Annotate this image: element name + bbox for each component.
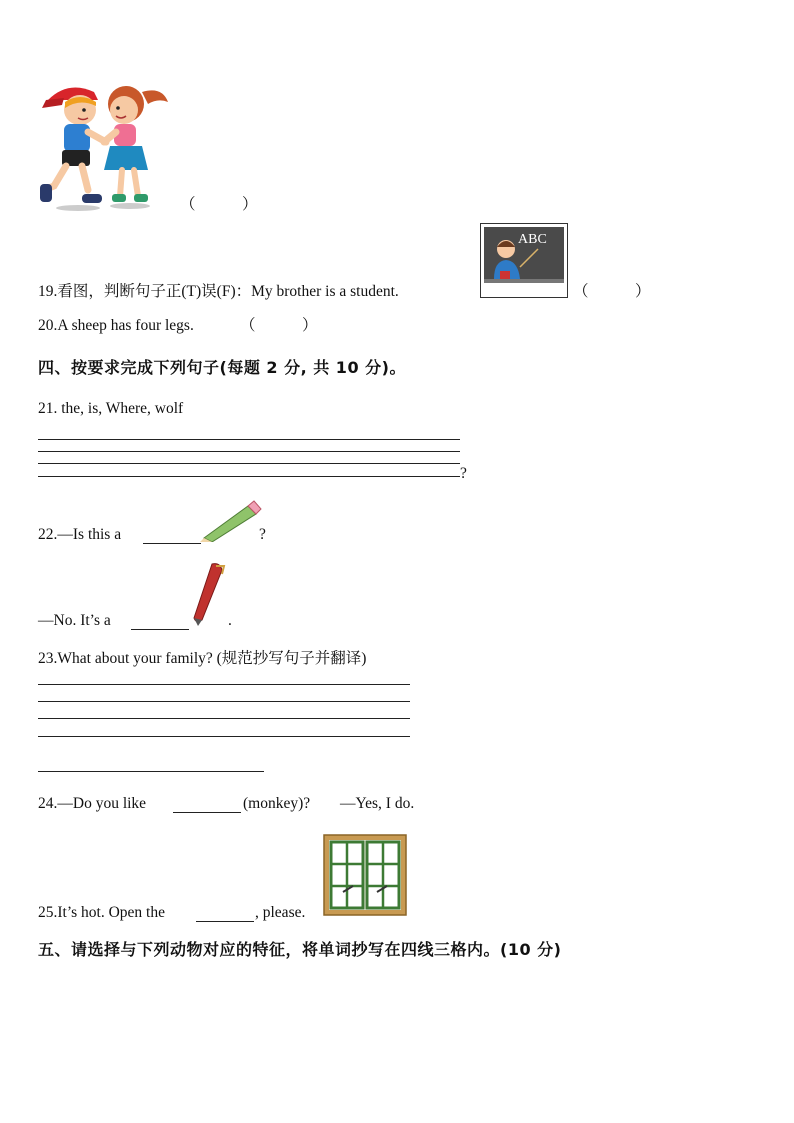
q25-text: 25.It’s hot. Open the: [38, 904, 165, 921]
q22-blank-2[interactable]: [131, 615, 189, 630]
q22-blank-1[interactable]: [143, 529, 201, 544]
window-icon: [323, 834, 407, 916]
q22-line2-end: .: [228, 612, 232, 629]
q20-text: 20.A sheep has four legs.: [38, 317, 194, 334]
teacher-blackboard-picture: [480, 223, 568, 298]
kids-shaking-hands-picture: [38, 78, 174, 212]
q25-text-end: , please.: [255, 904, 306, 921]
q21-text: 21. the, is, Where, wolf: [38, 400, 184, 417]
q19-answer-paren[interactable]: （ ）: [573, 283, 651, 300]
q18-answer-paren[interactable]: （ ）: [180, 196, 258, 213]
q24-text: 24.—Do you like: [38, 795, 147, 812]
q22-line2-text: —No. It’s a: [38, 612, 111, 629]
q24-answer: —Yes, I do.: [340, 795, 415, 812]
q24-hint: (monkey)?: [243, 795, 311, 812]
q25-blank[interactable]: [196, 907, 254, 922]
section4-heading: 四、按要求完成下列句子(每题 2 分, 共 10 分)。: [38, 358, 406, 377]
q23-text: 23.What about your family? (规范抄写句子并翻译): [38, 650, 367, 667]
pen-icon: [186, 560, 230, 628]
blackboard-text: ABC: [518, 232, 547, 247]
q20-answer-paren[interactable]: （ ）: [240, 317, 318, 334]
q24-blank[interactable]: [173, 798, 241, 813]
q22-line1-text: 22.—Is this a: [38, 526, 122, 543]
section5-heading: 五、请选择与下列动物对应的特征，将单词抄写在四线三格内。(10 分): [38, 940, 562, 959]
q21-question-mark: ?: [460, 465, 467, 482]
pencil-icon: [198, 498, 262, 542]
q22-line1-end: ?: [259, 526, 266, 543]
q19-text: 19.看图，判断句子正(T)误(F)：My brother is a student.: [38, 283, 399, 300]
